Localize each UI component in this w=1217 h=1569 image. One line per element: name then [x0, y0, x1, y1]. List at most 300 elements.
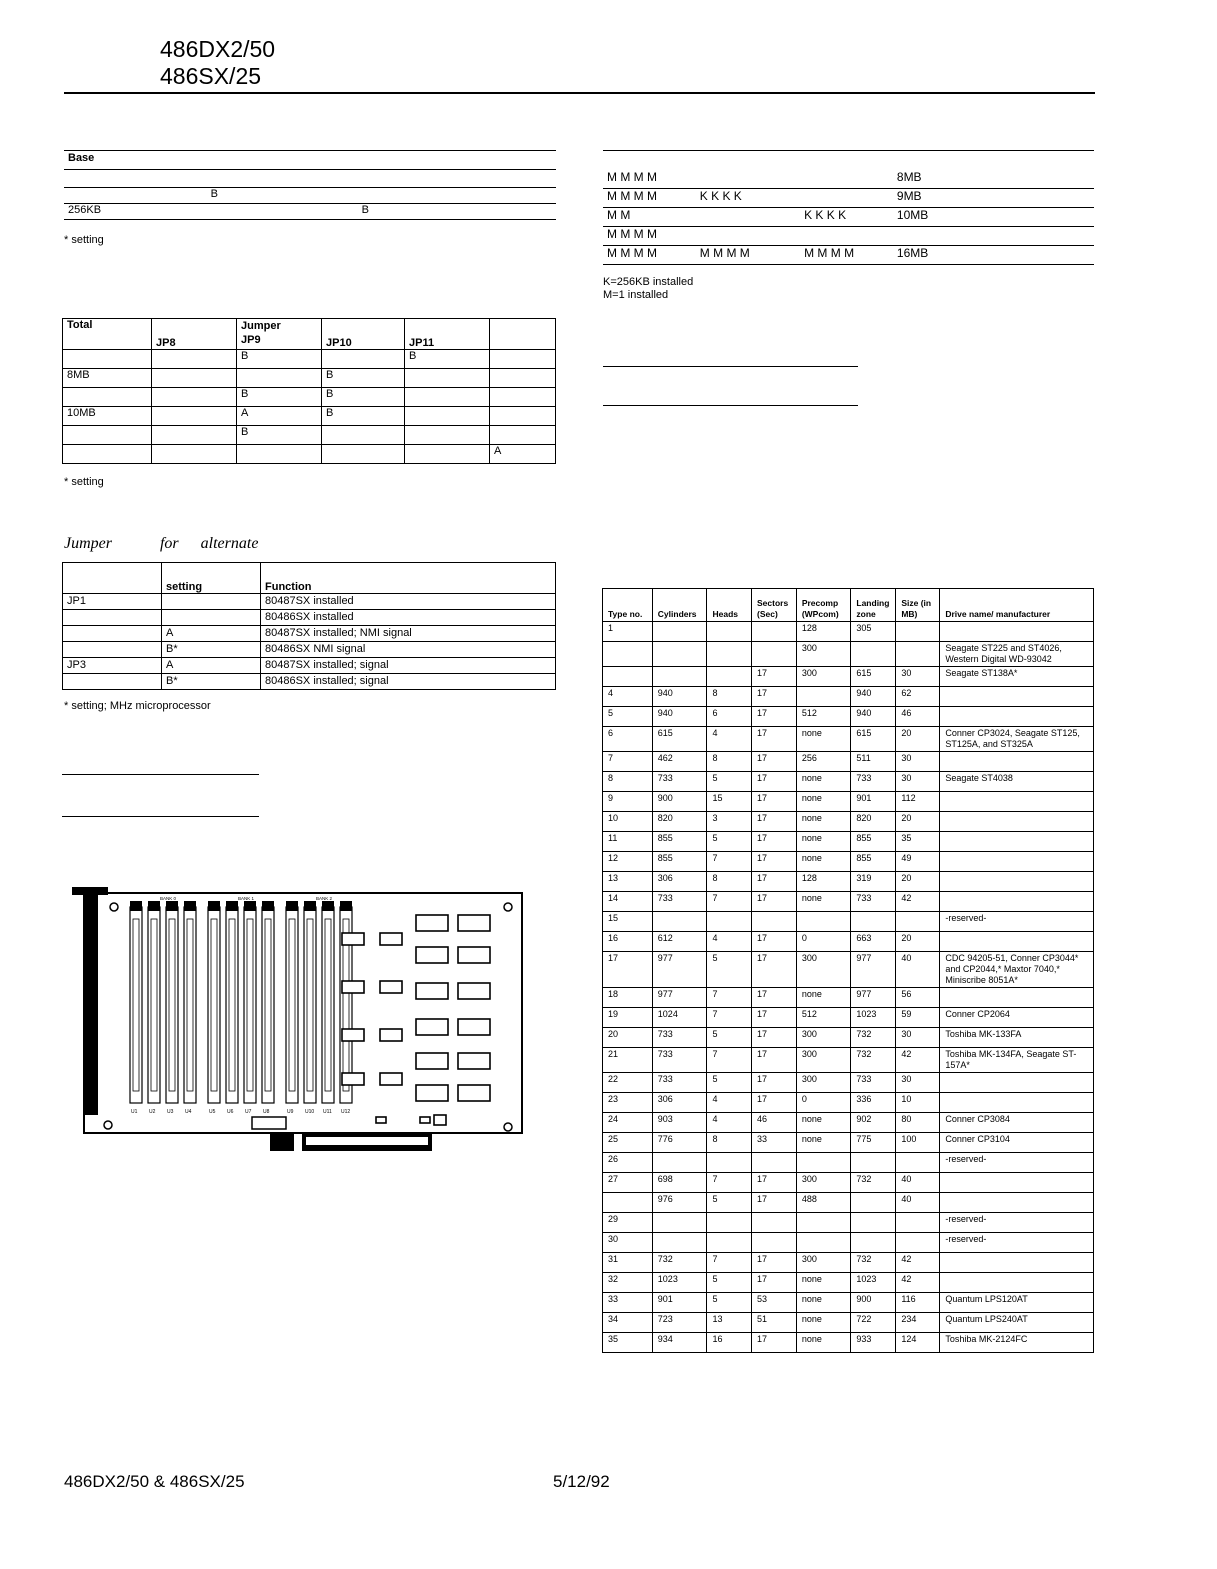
board-chip	[416, 1053, 448, 1069]
simm-slot	[322, 901, 334, 1115]
table-row	[63, 674, 556, 690]
table-cell: 300	[796, 1253, 851, 1273]
column-header: Heads	[707, 589, 752, 622]
table-cell: 4	[707, 1113, 752, 1133]
table-cell: 4	[707, 932, 752, 952]
table-row	[603, 1133, 1094, 1153]
table-cell: 31	[603, 1253, 653, 1273]
simm-slot	[226, 901, 238, 1115]
table-cell: 23	[603, 1093, 653, 1113]
table-cell: 30	[896, 1028, 940, 1048]
table-cell: A	[490, 445, 556, 464]
table-cell: 7	[707, 1173, 752, 1193]
table-cell: 615	[652, 727, 707, 752]
table-cell: B*	[162, 674, 261, 690]
table-cell	[940, 1073, 1094, 1093]
table-cell: 8MB	[63, 369, 152, 388]
table-cell: B	[322, 369, 405, 388]
table-cell: 10	[603, 812, 653, 832]
table-row	[63, 642, 556, 658]
table-cell: Seagate ST225 and ST4026, Western Digital WD-93042	[940, 642, 1094, 667]
simm-slot	[286, 901, 298, 1115]
jumper-table	[62, 318, 556, 464]
table-cell: 5	[707, 1073, 752, 1093]
table-cell	[490, 407, 556, 426]
table-cell: 42	[896, 1253, 940, 1273]
table-cell: 80486SX installed; signal	[261, 674, 556, 690]
table-cell: JP1	[63, 594, 162, 610]
table-cell: 732	[851, 1253, 896, 1273]
table-cell: 15	[707, 792, 752, 812]
base-table	[64, 172, 556, 220]
table-cell	[63, 642, 162, 658]
table-cell: -reserved-	[940, 1213, 1094, 1233]
table-cell: 940	[652, 707, 707, 727]
table-cell: none	[796, 772, 851, 792]
table-row	[63, 594, 556, 610]
table-cell	[207, 172, 358, 188]
table-cell	[751, 1213, 796, 1233]
table-cell: 33	[751, 1133, 796, 1153]
table-cell: Toshiba MK-133FA	[940, 1028, 1094, 1048]
table-cell	[162, 610, 261, 626]
table-cell	[405, 388, 490, 407]
table-cell: 234	[896, 1313, 940, 1333]
table-cell	[696, 170, 800, 189]
table-cell: 4	[707, 1093, 752, 1113]
table-cell: none	[796, 852, 851, 872]
table-cell: 732	[851, 1028, 896, 1048]
table-cell	[851, 1153, 896, 1173]
table-cell	[652, 622, 707, 642]
table-cell: 17	[751, 707, 796, 727]
table-cell	[796, 687, 851, 707]
table-cell	[63, 445, 152, 464]
table-row	[603, 1333, 1094, 1353]
table-cell: 24	[603, 1113, 653, 1133]
table-cell: 300	[796, 1073, 851, 1093]
table-cell: Seagate ST138A*	[940, 667, 1094, 687]
table-cell: 12	[603, 852, 653, 872]
table-cell: none	[796, 812, 851, 832]
table-cell	[896, 1233, 940, 1253]
table-cell: 8	[707, 872, 752, 892]
table-cell: 16	[707, 1333, 752, 1353]
table-cell: 511	[851, 752, 896, 772]
table-cell: 5	[707, 1028, 752, 1048]
table-cell: B*	[162, 642, 261, 658]
header-blank	[63, 563, 162, 594]
table-cell	[707, 642, 752, 667]
table-cell: 300	[796, 952, 851, 988]
table-row	[603, 832, 1094, 852]
table-cell: 7	[707, 1048, 752, 1073]
memory-legend-k: K=256KB installed	[603, 276, 694, 288]
table-cell: 10MB	[893, 208, 1094, 227]
table-cell: 3	[707, 812, 752, 832]
table-row	[603, 189, 1094, 208]
table-cell: 16	[603, 932, 653, 952]
table-cell	[322, 426, 405, 445]
table-cell: 7	[707, 988, 752, 1008]
table-cell	[940, 707, 1094, 727]
board-chip	[380, 1029, 402, 1041]
header-blank	[490, 319, 556, 350]
base-table-note: * setting	[64, 234, 104, 246]
header-setting: setting	[162, 563, 261, 594]
table-cell: 733	[652, 772, 707, 792]
table-cell: 13	[603, 872, 653, 892]
board-chip	[380, 981, 402, 993]
table-cell: -reserved-	[940, 1233, 1094, 1253]
header-function: Function	[261, 563, 556, 594]
table-cell: 17	[751, 687, 796, 707]
table-cell: K K K K	[800, 208, 893, 227]
table-header-row	[603, 589, 1094, 622]
board-chip	[342, 1029, 364, 1041]
table-cell: 116	[896, 1293, 940, 1313]
table-cell: 80487SX installed	[261, 594, 556, 610]
table-row	[603, 667, 1094, 687]
table-cell	[896, 1213, 940, 1233]
table-row	[64, 172, 556, 188]
table-cell	[940, 892, 1094, 912]
table-header-row	[63, 563, 556, 594]
board-chip	[342, 933, 364, 945]
table-row	[603, 932, 1094, 952]
table-cell: A	[162, 658, 261, 674]
table-cell: B	[237, 426, 322, 445]
board-chip	[380, 933, 402, 945]
table-row	[603, 852, 1094, 872]
table-cell: 10	[896, 1093, 940, 1113]
table-cell: 256	[796, 752, 851, 772]
table-cell: 855	[851, 852, 896, 872]
table-cell: 21	[603, 1048, 653, 1073]
table-cell: 124	[896, 1333, 940, 1353]
table-cell: 30	[896, 667, 940, 687]
table-cell	[63, 674, 162, 690]
table-cell: 100	[896, 1133, 940, 1153]
table-cell	[652, 1213, 707, 1233]
table-row	[63, 350, 556, 369]
table-cell: 59	[896, 1008, 940, 1028]
table-row	[603, 988, 1094, 1008]
table-cell: 17	[751, 772, 796, 792]
table-cell: B	[207, 188, 358, 204]
table-cell: 732	[652, 1253, 707, 1273]
table-row	[603, 912, 1094, 932]
table-cell: 733	[851, 772, 896, 792]
table-cell	[893, 227, 1094, 246]
table-cell: 5	[707, 832, 752, 852]
table-cell: B	[237, 350, 322, 369]
table-cell	[490, 350, 556, 369]
bank-label: BANK 1	[238, 896, 255, 901]
table-cell: 977	[851, 988, 896, 1008]
board-chip	[458, 947, 490, 963]
board-chip	[380, 1073, 402, 1085]
header-rule	[64, 92, 1095, 94]
slot-label: U9	[287, 1109, 294, 1115]
table-cell: none	[796, 1313, 851, 1333]
table-cell	[152, 388, 237, 407]
table-cell: 30	[896, 1073, 940, 1093]
table-cell: M M M M	[800, 246, 893, 265]
table-cell: 17	[751, 988, 796, 1008]
table-row	[603, 727, 1094, 752]
table-cell: M M M M	[696, 246, 800, 265]
table-cell: 940	[652, 687, 707, 707]
header-jp11: JP11	[405, 319, 490, 350]
table-cell	[796, 1213, 851, 1233]
table-cell: 300	[796, 667, 851, 687]
table-cell: none	[796, 1293, 851, 1313]
table-cell: Seagate ST4038	[940, 772, 1094, 792]
table-cell	[751, 1233, 796, 1253]
table-cell: none	[796, 832, 851, 852]
table-cell	[751, 622, 796, 642]
table-cell: 128	[796, 622, 851, 642]
table-cell	[603, 1193, 653, 1213]
table-cell: 698	[652, 1173, 707, 1193]
table-cell: 6	[603, 727, 653, 752]
table-cell: 13	[707, 1313, 752, 1333]
table-cell: 17	[751, 1193, 796, 1213]
table-row	[63, 658, 556, 674]
table-cell: 42	[896, 1273, 940, 1293]
memory-board-diagram	[70, 885, 530, 1155]
table-row	[603, 642, 1094, 667]
table-cell: 8MB	[893, 170, 1094, 189]
table-cell: 20	[603, 1028, 653, 1048]
table-cell	[707, 667, 752, 687]
table-cell: 17	[751, 1048, 796, 1073]
table-cell: 62	[896, 687, 940, 707]
table-cell: 305	[851, 622, 896, 642]
slot-label: U2	[149, 1109, 156, 1115]
table-cell: 56	[896, 988, 940, 1008]
table-cell: 902	[851, 1113, 896, 1133]
table-cell: 7	[707, 852, 752, 872]
table-cell	[796, 1233, 851, 1253]
table-cell: 26	[603, 1153, 653, 1173]
table-cell	[237, 369, 322, 388]
table-cell: 319	[851, 872, 896, 892]
table-cell: 615	[851, 667, 896, 687]
table-cell: 51	[751, 1313, 796, 1333]
table-cell: 300	[796, 1028, 851, 1048]
table-cell	[940, 687, 1094, 707]
table-row	[603, 812, 1094, 832]
table-cell: none	[796, 792, 851, 812]
table-cell: none	[796, 727, 851, 752]
table-cell: 733	[851, 892, 896, 912]
table-cell: 16MB	[893, 246, 1094, 265]
table-row	[603, 707, 1094, 727]
table-cell	[800, 227, 893, 246]
table-cell	[405, 426, 490, 445]
table-cell: 30	[896, 752, 940, 772]
table-cell: 17	[751, 1173, 796, 1193]
table-row	[603, 1073, 1094, 1093]
table-cell	[152, 369, 237, 388]
table-row	[603, 208, 1094, 227]
table-row	[63, 407, 556, 426]
table-cell: 933	[851, 1333, 896, 1353]
table-cell: 977	[652, 988, 707, 1008]
table-cell: none	[796, 988, 851, 1008]
table-cell: 732	[851, 1173, 896, 1193]
header-jp10: JP10	[322, 319, 405, 350]
table-cell	[707, 622, 752, 642]
table-cell	[63, 610, 162, 626]
table-cell	[751, 1153, 796, 1173]
table-cell: none	[796, 1333, 851, 1353]
simm-slot	[304, 901, 316, 1115]
table-cell	[896, 642, 940, 667]
simm-slot	[148, 901, 160, 1115]
table-cell: 46	[751, 1113, 796, 1133]
table-cell: 1024	[652, 1008, 707, 1028]
table-cell: 855	[652, 852, 707, 872]
table-cell: 776	[652, 1133, 707, 1153]
table-cell: 80486SX NMI signal	[261, 642, 556, 658]
table-cell	[940, 792, 1094, 812]
table-cell	[63, 350, 152, 369]
table-cell: 9	[603, 792, 653, 812]
table-cell: 34	[603, 1313, 653, 1333]
table-cell	[896, 622, 940, 642]
table-cell: 80487SX installed; NMI signal	[261, 626, 556, 642]
table-cell: K K K K	[696, 189, 800, 208]
column-header: Cylinders	[652, 589, 707, 622]
table-row	[603, 1213, 1094, 1233]
table-cell: M M M M	[603, 189, 696, 208]
table-cell: 5	[603, 707, 653, 727]
table-cell	[800, 170, 893, 189]
table-cell: 20	[896, 727, 940, 752]
table-cell: 336	[851, 1093, 896, 1113]
table-cell: 20	[896, 812, 940, 832]
function-table	[62, 562, 556, 690]
table-cell: 30	[603, 1233, 653, 1253]
table-cell: 663	[851, 932, 896, 952]
table-cell: 5	[707, 1193, 752, 1213]
table-row	[603, 1253, 1094, 1273]
alternate-title: Jumper for alternate	[64, 535, 259, 552]
table-cell: Conner CP3104	[940, 1133, 1094, 1153]
jumper-table-note: * setting	[64, 476, 104, 488]
board-chip	[458, 915, 490, 931]
table-cell	[707, 1213, 752, 1233]
slot-label: U12	[341, 1109, 351, 1115]
table-cell	[490, 369, 556, 388]
table-cell	[940, 832, 1094, 852]
table-row	[603, 1093, 1094, 1113]
column-header: Type no.	[603, 589, 653, 622]
table-cell	[490, 426, 556, 445]
table-cell	[940, 872, 1094, 892]
board-chip	[342, 1073, 364, 1085]
table-cell: B	[322, 407, 405, 426]
table-cell: 512	[796, 707, 851, 727]
table-cell: CDC 94205-51, Conner CP3044* and CP2044,* Maxtor 7040,* Miniscribe 8051A*	[940, 952, 1094, 988]
table-cell: 17	[751, 1008, 796, 1028]
table-cell: none	[796, 1273, 851, 1293]
table-cell: 30	[896, 772, 940, 792]
table-cell: none	[796, 1113, 851, 1133]
table-cell: 733	[652, 1028, 707, 1048]
table-cell: 256KB	[64, 204, 207, 220]
table-cell: 33	[603, 1293, 653, 1313]
table-row	[63, 610, 556, 626]
table-cell	[940, 812, 1094, 832]
table-cell: 855	[652, 832, 707, 852]
table-cell: 35	[896, 832, 940, 852]
table-cell: 17	[751, 1028, 796, 1048]
table-cell	[652, 1153, 707, 1173]
table-cell: 15	[603, 912, 653, 932]
slot-label: U4	[185, 1109, 192, 1115]
table-cell: JP3	[63, 658, 162, 674]
column-header: Drive name/ manufacturer	[940, 589, 1094, 622]
table-cell: M M	[603, 208, 696, 227]
table-cell	[405, 407, 490, 426]
table-cell	[358, 188, 556, 204]
column-header: Precomp (WPcom)	[796, 589, 851, 622]
table-row	[603, 752, 1094, 772]
table-cell	[152, 445, 237, 464]
table-cell	[490, 388, 556, 407]
board-chip	[416, 1085, 448, 1101]
table-cell: 17	[751, 932, 796, 952]
table-cell: 80486SX installed	[261, 610, 556, 626]
table-cell	[940, 932, 1094, 952]
table-cell: 300	[796, 642, 851, 667]
table-cell: none	[796, 892, 851, 912]
table-cell	[603, 667, 653, 687]
table-cell	[940, 852, 1094, 872]
table-cell: 820	[652, 812, 707, 832]
table-cell: M M M M	[603, 227, 696, 246]
table-cell	[63, 388, 152, 407]
table-cell	[64, 172, 207, 188]
table-row	[64, 204, 556, 220]
header-jp8: JP8	[152, 319, 237, 350]
table-cell	[322, 350, 405, 369]
table-cell: 7	[707, 1008, 752, 1028]
table-row	[603, 687, 1094, 707]
table-cell: 18	[603, 988, 653, 1008]
table-cell: 976	[652, 1193, 707, 1213]
table-row	[63, 369, 556, 388]
table-cell: 4	[603, 687, 653, 707]
table-cell	[652, 667, 707, 687]
board-chip	[376, 1117, 386, 1123]
table-cell	[63, 626, 162, 642]
table-row	[63, 626, 556, 642]
board-chip	[458, 1085, 490, 1101]
table-cell	[940, 1173, 1094, 1193]
table-cell: 615	[851, 727, 896, 752]
table-row	[603, 1028, 1094, 1048]
header-jp9: Jumper JP9	[237, 319, 322, 350]
table-cell: 1023	[851, 1008, 896, 1028]
table-cell: 80	[896, 1113, 940, 1133]
table-cell: -reserved-	[940, 912, 1094, 932]
slot-label: U3	[167, 1109, 174, 1115]
